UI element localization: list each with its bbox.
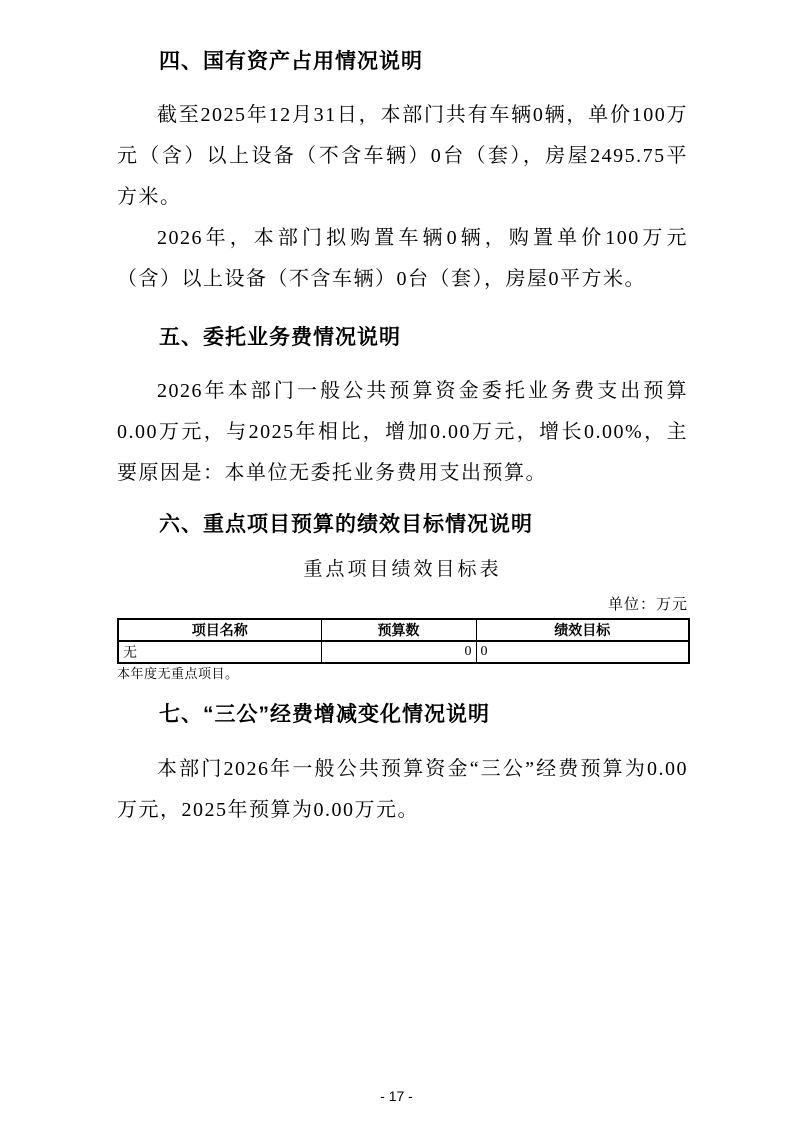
table-unit-label: 单位：万元 [607,597,688,613]
table-header-row [118,619,689,641]
section-heading-three-public-expenses: 七、“三公”经费增减变化情况说明 [159,703,490,726]
paragraph-assets-current: 截至2025年12月31日，本部门共有车辆0辆，单价100万元（含）以上设备（不含车辆）0台（套），房屋2495.75平方米。 [117,104,688,208]
section-heading-state-assets: 四、国有资产占用情况说明 [159,50,423,73]
cell-performance-target: 0 [476,641,689,663]
column-header-performance-target: 绩效目标 [476,619,689,641]
section-heading-entrusted-business-fee: 五、委托业务费情况说明 [159,326,401,349]
column-header-project-name: 项目名称 [118,619,321,641]
cell-project-name: 无 [118,641,321,663]
table-footnote: 本年度无重点项目。 [117,666,239,681]
section-heading-key-project-performance: 六、重点项目预算的绩效目标情况说明 [159,513,533,536]
cell-budget-amount: 0 [321,641,476,663]
page-number: - 17 - [380,1088,413,1104]
paragraph-three-public-expenses: 本部门2026年一般公共预算资金“三公”经费预算为0.00万元，2025年预算为0.00万元。 [117,758,688,821]
performance-target-table [117,618,690,664]
paragraph-assets-planned: 2026年，本部门拟购置车辆0辆，购置单价100万元（含）以上设备（不含车辆）0台（套），房屋0平方米。 [117,227,688,290]
table-row [118,641,689,663]
table-title: 重点项目绩效目标表 [303,559,502,580]
column-header-budget-amount: 预算数 [321,619,476,641]
paragraph-entrusted-business-fee: 2026年本部门一般公共预算资金委托业务费支出预算0.00万元，与2025年相比，增加0.00万元，增长0.00%，主要原因是：本单位无委托业务费用支出预算。 [117,380,688,484]
